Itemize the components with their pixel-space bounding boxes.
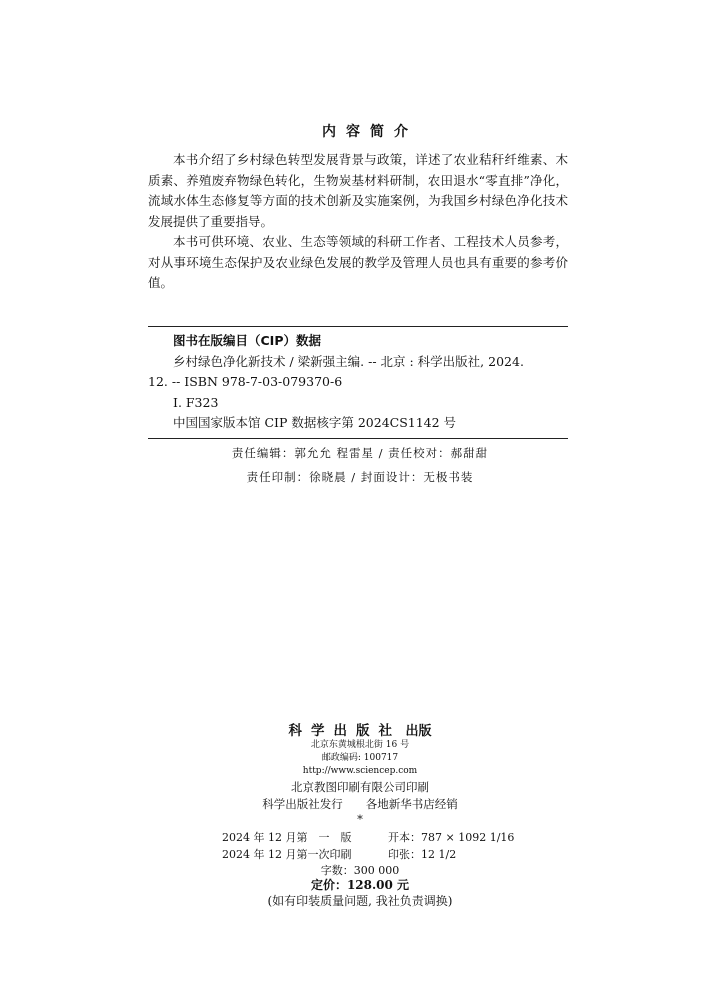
quality-note: (如有印装质量问题, 我社负责调换) — [267, 894, 453, 908]
production-credits: 责任印制：徐晓晨 / 封面设计：无极书装 — [246, 470, 474, 484]
printer-line: 北京教图印刷有限公司印刷 — [291, 780, 429, 794]
cip-approval-number: 中国国家版本馆 CIP 数据核字第 2024CS1142 号 — [173, 415, 457, 430]
printing-info: 2024 年 12 月第一次印刷 — [222, 848, 352, 861]
summary-paragraph: 本书介绍了乡村绿色转型发展背景与政策，详述了农业秸秆纤维素、木质素、养殖废弃物绿色转化，生物炭基材料研制，农田退水“零直排”净化，流域水体生态修复等方面的技术创新及实施案例，为我国乡村绿色净化技术发展提供了重要指导。 — [148, 152, 568, 229]
editor-credits: 责任编辑：郭允允 程雷星 / 责任校对：郝甜甜 — [231, 446, 489, 460]
sheets-info: 印张：12 1/2 — [388, 848, 457, 861]
publisher-brand: 科学出版社 — [288, 723, 401, 739]
cip-heading: 图书在版编目（CIP）数据 — [173, 333, 321, 348]
publisher-postcode: 邮政编码: 100717 — [321, 753, 399, 763]
separator-star: * — [357, 812, 363, 826]
word-count: 字数：300 000 — [320, 864, 400, 877]
format-info: 开本：787 × 1092 1/16 — [388, 831, 515, 844]
summary-paragraph: 本书可供环境、农业、生态等领域的科研工作者、工程技术人员参考，对从事环境生态保护及农业绿色发展的教学及管理人员也具有重要的参考价值。 — [148, 234, 568, 290]
edition-info: 2024 年 12 月第 一 版 — [222, 831, 352, 844]
cip-classification: Ⅰ. F323 — [173, 394, 219, 410]
publisher-website: http://www.sciencep.com — [302, 766, 418, 776]
distribution-line: 科学出版社发行 各地新华书店经销 — [262, 797, 458, 811]
cip-record-line: 12. -- ISBN 978-7-03-079370-6 — [148, 374, 343, 389]
summary-title: 内容简介 — [322, 124, 418, 140]
publisher-suffix: 出版 — [405, 724, 432, 739]
cip-record-line: 乡村绿色净化新技术 / 梁新强主编. -- 北京 : 科学出版社, 2024. — [173, 353, 524, 369]
publisher-address: 北京东黄城根北街 16 号 — [310, 740, 410, 750]
price: 定价：128.00 元 — [310, 878, 410, 892]
cip-data-block — [148, 326, 568, 439]
publisher-name — [0, 719, 720, 739]
summary-text — [148, 150, 568, 294]
